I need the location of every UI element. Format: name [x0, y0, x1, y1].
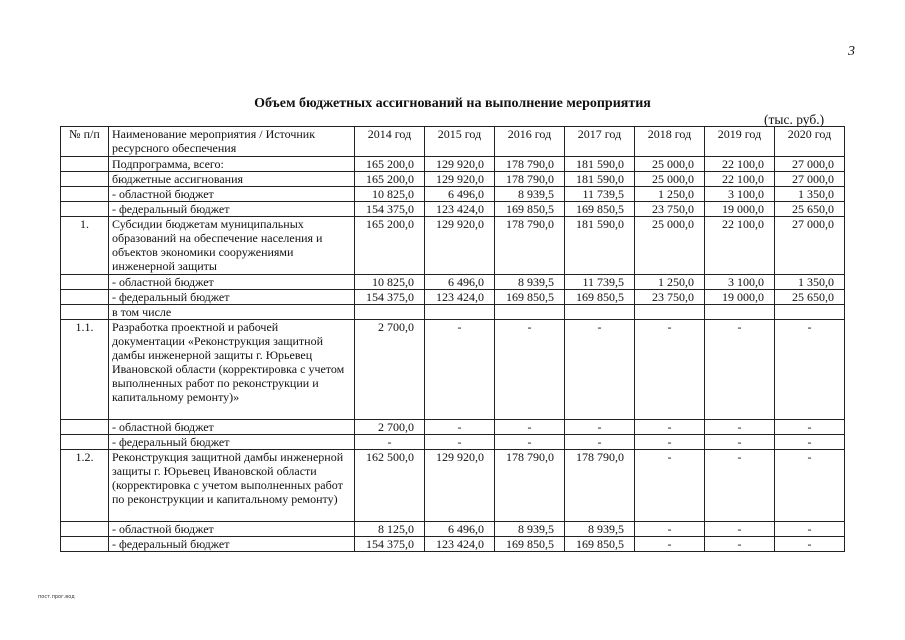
value-cell: -	[565, 420, 635, 435]
value-cell: 11 739,5	[565, 275, 635, 290]
row-name: Подпрограмма, всего:	[109, 157, 355, 172]
value-cell: 165 200,0	[355, 217, 425, 275]
row-name: - федеральный бюджет	[109, 202, 355, 217]
row-name: бюджетные ассигнования	[109, 172, 355, 187]
value-cell: 25 650,0	[775, 202, 845, 217]
row-number	[61, 157, 109, 172]
value-cell: -	[565, 320, 635, 420]
value-cell: 129 920,0	[425, 172, 495, 187]
value-cell: 123 424,0	[425, 537, 495, 552]
value-cell: 1 350,0	[775, 187, 845, 202]
budget-table	[60, 126, 845, 552]
row-number	[61, 187, 109, 202]
table-row	[61, 202, 845, 217]
table-row	[61, 275, 845, 290]
row-number	[61, 202, 109, 217]
value-cell: 27 000,0	[775, 217, 845, 275]
row-number	[61, 275, 109, 290]
value-cell: 2 700,0	[355, 320, 425, 420]
value-cell: 19 000,0	[705, 202, 775, 217]
value-cell	[425, 305, 495, 320]
value-cell: 178 790,0	[495, 157, 565, 172]
value-cell: 6 496,0	[425, 522, 495, 537]
header-year: 2014 год	[355, 127, 425, 157]
table-row	[61, 522, 845, 537]
value-cell: 8 939,5	[565, 522, 635, 537]
value-cell: 169 850,5	[495, 290, 565, 305]
value-cell	[565, 305, 635, 320]
value-cell: 10 825,0	[355, 275, 425, 290]
value-cell: 8 939,5	[495, 187, 565, 202]
row-number	[61, 420, 109, 435]
value-cell: 1 350,0	[775, 275, 845, 290]
value-cell: 6 496,0	[425, 275, 495, 290]
value-cell: 154 375,0	[355, 537, 425, 552]
header-year: 2020 год	[775, 127, 845, 157]
value-cell: 27 000,0	[775, 172, 845, 187]
row-number: 1.1.	[61, 320, 109, 420]
row-name: в том числе	[109, 305, 355, 320]
value-cell: 169 850,5	[565, 290, 635, 305]
row-name: - областной бюджет	[109, 420, 355, 435]
row-name: - федеральный бюджет	[109, 435, 355, 450]
row-name: Разработка проектной и рабочей документации «Реконструкция защитной дамбы инженерной защиты г. Юрьевец Ивановской области (корректировка с учетом выполненных работ по реконструкции и капитальному ремонту)»	[109, 320, 355, 420]
value-cell: 169 850,5	[565, 202, 635, 217]
table-row	[61, 217, 845, 275]
table-row	[61, 172, 845, 187]
value-cell: 2 700,0	[355, 420, 425, 435]
row-name: Реконструкция защитной дамбы инженерной защиты г. Юрьевец Ивановской области (корректировка с учетом выполненных работ по реконструкции и капитальному ремонту)	[109, 450, 355, 522]
table-row	[61, 187, 845, 202]
value-cell: 22 100,0	[705, 172, 775, 187]
value-cell: 165 200,0	[355, 172, 425, 187]
value-cell	[705, 305, 775, 320]
value-cell: 178 790,0	[565, 450, 635, 522]
value-cell: -	[635, 522, 705, 537]
value-cell: 178 790,0	[495, 172, 565, 187]
value-cell: -	[425, 420, 495, 435]
row-name: - федеральный бюджет	[109, 290, 355, 305]
row-name: - областной бюджет	[109, 275, 355, 290]
value-cell: 129 920,0	[425, 450, 495, 522]
table-row	[61, 157, 845, 172]
value-cell: -	[635, 420, 705, 435]
value-cell: -	[355, 435, 425, 450]
header-year: 2019 год	[705, 127, 775, 157]
value-cell	[495, 305, 565, 320]
value-cell: -	[705, 450, 775, 522]
value-cell: 129 920,0	[425, 217, 495, 275]
value-cell	[775, 305, 845, 320]
value-cell: 123 424,0	[425, 202, 495, 217]
row-number	[61, 305, 109, 320]
value-cell: -	[775, 420, 845, 435]
value-cell: 169 850,5	[565, 537, 635, 552]
value-cell: -	[425, 320, 495, 420]
value-cell: 123 424,0	[425, 290, 495, 305]
row-number	[61, 172, 109, 187]
value-cell: -	[705, 320, 775, 420]
value-cell: 3 100,0	[705, 275, 775, 290]
value-cell: -	[705, 420, 775, 435]
value-cell: 181 590,0	[565, 172, 635, 187]
value-cell	[635, 305, 705, 320]
value-cell: -	[495, 435, 565, 450]
value-cell: 11 739,5	[565, 187, 635, 202]
value-cell: -	[705, 435, 775, 450]
value-cell: -	[775, 320, 845, 420]
unit-label: (тыс. руб.)	[764, 112, 825, 127]
value-cell: 178 790,0	[495, 450, 565, 522]
value-cell: -	[495, 320, 565, 420]
value-cell: 10 825,0	[355, 187, 425, 202]
header-year: 2018 год	[635, 127, 705, 157]
row-number: 1.	[61, 217, 109, 275]
row-number	[61, 522, 109, 537]
value-cell: 162 500,0	[355, 450, 425, 522]
value-cell: 22 100,0	[705, 157, 775, 172]
page-number: 3	[848, 44, 855, 59]
value-cell: -	[425, 435, 495, 450]
table-row	[61, 450, 845, 522]
value-cell: 169 850,5	[495, 202, 565, 217]
header-year: 2017 год	[565, 127, 635, 157]
value-cell: 154 375,0	[355, 290, 425, 305]
value-cell: -	[635, 435, 705, 450]
value-cell: -	[705, 537, 775, 552]
value-cell: -	[635, 450, 705, 522]
value-cell: 1 250,0	[635, 187, 705, 202]
header-year: 2015 год	[425, 127, 495, 157]
value-cell: 129 920,0	[425, 157, 495, 172]
value-cell: 1 250,0	[635, 275, 705, 290]
row-number	[61, 290, 109, 305]
value-cell: -	[775, 537, 845, 552]
table-row	[61, 420, 845, 435]
value-cell: 25 000,0	[635, 157, 705, 172]
value-cell: -	[775, 450, 845, 522]
value-cell: -	[635, 537, 705, 552]
value-cell: 169 850,5	[495, 537, 565, 552]
value-cell: 6 496,0	[425, 187, 495, 202]
header-year: 2016 год	[495, 127, 565, 157]
value-cell: -	[635, 320, 705, 420]
value-cell: 165 200,0	[355, 157, 425, 172]
value-cell: -	[705, 522, 775, 537]
value-cell: -	[775, 522, 845, 537]
value-cell: 3 100,0	[705, 187, 775, 202]
value-cell: 8 939,5	[495, 522, 565, 537]
value-cell: 19 000,0	[705, 290, 775, 305]
value-cell: 25 000,0	[635, 217, 705, 275]
row-number	[61, 435, 109, 450]
value-cell: -	[495, 420, 565, 435]
table-row	[61, 435, 845, 450]
value-cell: 27 000,0	[775, 157, 845, 172]
value-cell: -	[565, 435, 635, 450]
value-cell: 25 000,0	[635, 172, 705, 187]
table-row	[61, 537, 845, 552]
value-cell: 23 750,0	[635, 202, 705, 217]
row-name: Субсидии бюджетам муниципальных образований на обеспечение населения и объектов экономики сооружениями инженерной защиты	[109, 217, 355, 275]
table-row	[61, 290, 845, 305]
value-cell: 8 939,5	[495, 275, 565, 290]
value-cell: 8 125,0	[355, 522, 425, 537]
value-cell: 181 590,0	[565, 157, 635, 172]
header-name: Наименование мероприятия / Источник ресурсного обеспечения	[109, 127, 355, 157]
row-number: 1.2.	[61, 450, 109, 522]
page-title: Объем бюджетных ассигнований на выполнение мероприятия	[254, 96, 651, 111]
row-name: - областной бюджет	[109, 187, 355, 202]
row-name: - областной бюджет	[109, 522, 355, 537]
value-cell: 25 650,0	[775, 290, 845, 305]
header-num: № п/п	[61, 127, 109, 157]
table-row	[61, 305, 845, 320]
value-cell: 23 750,0	[635, 290, 705, 305]
table-row	[61, 320, 845, 420]
value-cell: 22 100,0	[705, 217, 775, 275]
row-name: - федеральный бюджет	[109, 537, 355, 552]
footer-code: пост.прог.вод	[38, 594, 75, 600]
value-cell: -	[775, 435, 845, 450]
value-cell: 154 375,0	[355, 202, 425, 217]
value-cell: 178 790,0	[495, 217, 565, 275]
value-cell: 181 590,0	[565, 217, 635, 275]
value-cell	[355, 305, 425, 320]
header-row	[61, 127, 845, 157]
row-number	[61, 537, 109, 552]
